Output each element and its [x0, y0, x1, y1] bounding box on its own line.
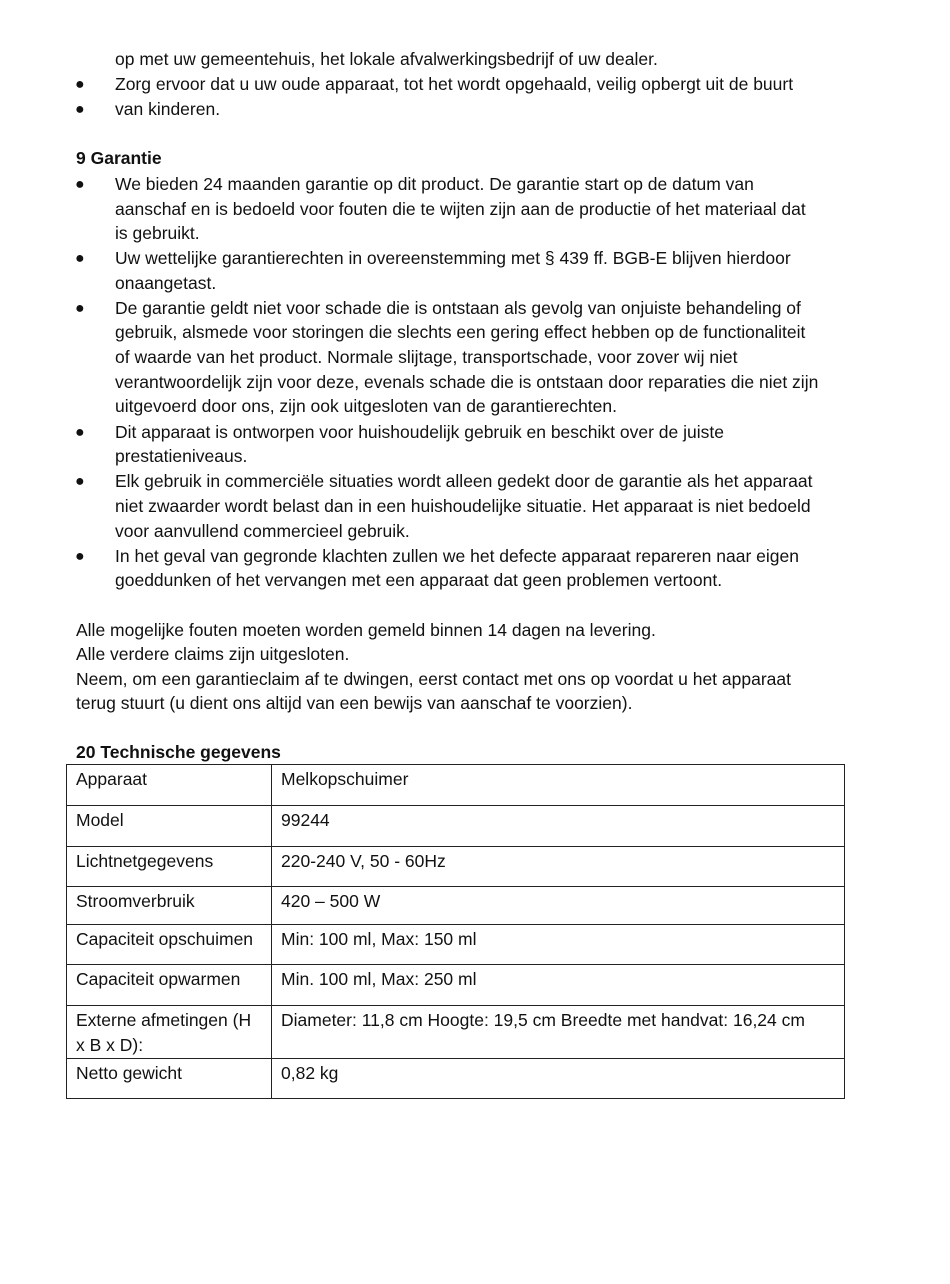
spec-label: Model — [67, 806, 272, 847]
text-line — [0, 568, 950, 593]
spec-label: Capaciteit opschuimen — [67, 925, 272, 965]
list-item-text: of waarde van het product. Normale slijtage, transportschade, voor zover wij niet — [115, 347, 738, 367]
text-line — [0, 444, 950, 469]
text-line — [0, 519, 950, 544]
list-item-text: aanschaf en is bedoeld voor fouten die te wijten zijn aan de productie of het materiaal dat — [115, 199, 806, 219]
bullet-icon: ● — [75, 101, 85, 118]
paragraph-text: terug stuurt (u dient ons altijd van een bewijs van aanschaf te voorzien). — [76, 693, 633, 713]
list-item-text: verantwoordelijk zijn voor deze, evenals schade die is ontstaan door reparaties die niet zijn — [115, 372, 819, 392]
list-item-text: Uw wettelijke garantierechten in overeenstemming met § 439 ff. BGB-E blijven hierdoor — [115, 248, 791, 268]
paragraph-line — [0, 667, 950, 692]
spec-value: 99244 — [272, 806, 845, 847]
specs-heading: 20 Technische gegevens — [76, 742, 281, 762]
table-row — [67, 847, 845, 887]
spec-label: Netto gewicht — [67, 1059, 272, 1099]
table-row — [67, 965, 845, 1006]
bullet-icon: ● — [75, 176, 85, 193]
section-heading — [0, 740, 950, 765]
text-line — [0, 271, 950, 296]
list-item — [0, 296, 950, 321]
list-item — [0, 469, 950, 494]
list-item-text: De garantie geldt niet voor schade die is ontstaan als gevolg van onjuiste behandeling of — [115, 298, 801, 318]
text-line — [0, 370, 950, 395]
list-item-text: We bieden 24 maanden garantie op dit product. De garantie start op de datum van — [115, 174, 754, 194]
list-item-text: uitgevoerd door ons, zijn ook uitgesloten van de garantierechten. — [115, 396, 617, 416]
paragraph-line — [0, 691, 950, 716]
paragraph-line — [0, 618, 950, 643]
spec-label: Externe afmetingen (H x B x D): — [67, 1006, 272, 1059]
spec-label: Apparaat — [67, 765, 272, 806]
spec-label: Stroomverbruik — [67, 887, 272, 925]
list-item — [0, 544, 950, 569]
list-item — [0, 72, 950, 97]
list-item — [0, 246, 950, 271]
text-line — [0, 197, 950, 222]
spec-value: 220-240 V, 50 - 60Hz — [272, 847, 845, 887]
list-item-text: voor aanvullend commercieel gebruik. — [115, 521, 410, 541]
spec-value: Min. 100 ml, Max: 250 ml — [272, 965, 845, 1006]
paragraph-text: Alle verdere claims zijn uitgesloten. — [76, 644, 350, 664]
table-row — [67, 806, 845, 847]
list-item-text: In het geval van gegronde klachten zullen we het defecte apparaat repareren naar eigen — [115, 546, 799, 566]
list-item-text: niet zwaarder wordt belast dan in een huishoudelijke situatie. Het apparaat is niet bedoeld — [115, 496, 811, 516]
paragraph-line — [0, 642, 950, 667]
spec-label: Lichtnetgegevens — [67, 847, 272, 887]
table-row — [67, 1059, 845, 1099]
list-item-text: onaangetast. — [115, 273, 217, 293]
list-item — [0, 97, 950, 122]
text-line — [0, 221, 950, 246]
list-item-text: goeddunken of het vervangen met een apparaat dat geen problemen vertoont. — [115, 570, 723, 590]
spec-value: 420 – 500 W — [272, 887, 845, 925]
text-line — [0, 47, 950, 72]
spec-value: Diameter: 11,8 cm Hoogte: 19,5 cm Breedte met handvat: 16,24 cm — [272, 1006, 845, 1059]
table-row — [67, 765, 845, 806]
bullet-icon: ● — [75, 548, 85, 565]
list-item — [0, 172, 950, 197]
paragraph-text: Alle mogelijke fouten moeten worden gemeld binnen 14 dagen na levering. — [76, 620, 656, 640]
text-line — [0, 394, 950, 419]
list-item — [0, 420, 950, 445]
bullet-icon: ● — [75, 473, 85, 490]
table-row — [67, 1006, 845, 1059]
text-line — [0, 320, 950, 345]
section-heading — [0, 146, 950, 171]
continuation-text: op met uw gemeentehuis, het lokale afvalwerkingsbedrijf of uw dealer. — [115, 49, 658, 69]
bullet-icon: ● — [75, 424, 85, 441]
list-item-text: van kinderen. — [115, 99, 221, 119]
specs-table — [66, 764, 845, 1099]
bullet-icon: ● — [75, 300, 85, 317]
text-line — [0, 494, 950, 519]
list-item-text: Elk gebruik in commerciële situaties wordt alleen gedekt door de garantie als het apparaat — [115, 471, 813, 491]
spec-value: Melkopschuimer — [272, 765, 845, 806]
bullet-icon: ● — [75, 76, 85, 93]
spec-label: Capaciteit opwarmen — [67, 965, 272, 1006]
list-item-text: gebruik, alsmede voor storingen die slechts een gering effect hebben op de functionaliteit — [115, 322, 806, 342]
bullet-icon: ● — [75, 250, 85, 267]
list-item-text: Zorg ervoor dat u uw oude apparaat, tot het wordt opgehaald, veilig opbergt uit de buurt — [115, 74, 794, 94]
warranty-heading: 9 Garantie — [76, 148, 162, 168]
table-row — [67, 925, 845, 965]
list-item-text: is gebruikt. — [115, 223, 200, 243]
table-row — [67, 887, 845, 925]
paragraph-text: Neem, om een garantieclaim af te dwingen, eerst contact met ons op voordat u het apparaat — [76, 669, 791, 689]
spec-value: Min: 100 ml, Max: 150 ml — [272, 925, 845, 965]
list-item-text: prestatieniveaus. — [115, 446, 248, 466]
list-item-text: Dit apparaat is ontworpen voor huishoudelijk gebruik en beschikt over de juiste — [115, 422, 724, 442]
text-line — [0, 345, 950, 370]
spec-value: 0,82 kg — [272, 1059, 845, 1099]
